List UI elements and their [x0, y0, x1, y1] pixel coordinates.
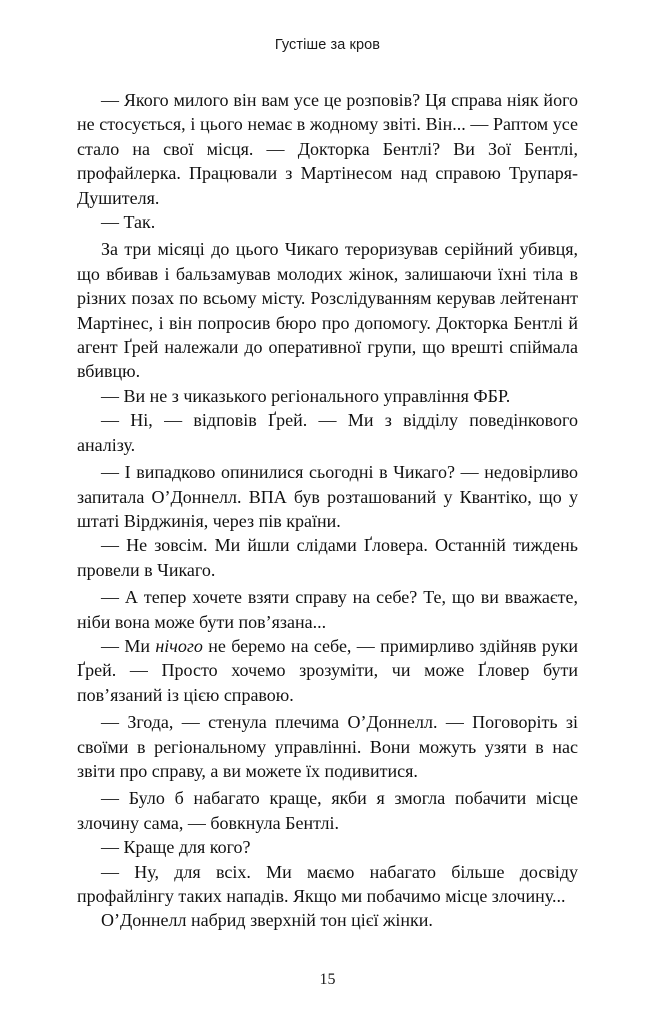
paragraph: За три місяці до цього Чикаго тероризував серійний убивця, що вбивав і бальзамував молодих жінок, залишаючи їхні тіла в різних позах по всьому місту. Розслідуванням керував лейтенант Мартінес, і він попросив бюро про допомогу. Докторка Бентлі й агент Ґрей належали до оперативної групи, що врешті спіймала вбивцю.: [77, 239, 578, 382]
paragraph: О’Доннелл набрид зверхній тон цієї жінки.: [101, 910, 433, 931]
paragraph: — Згода, — стенула плечима О’Доннелл. — Поговоріть зі своїми в регіональному управлінні. Вони можуть узяти в нас звіти про справу, а ви можете їх подивитися.: [77, 712, 578, 781]
paragraph: — Краще для кого?: [101, 837, 251, 858]
paragraph: — Так.: [101, 212, 156, 233]
paragraph: — І випадково опинилися сьогодні в Чикаго? — недовірливо запитала О’Доннелл. ВПА був розташований у Квантіко, що у штаті Вірджинія, через пів країни.: [77, 462, 578, 531]
paragraph: — Ні, — відповів Ґрей. — Ми з відділу поведінкового аналізу.: [77, 410, 578, 455]
paragraph: — А тепер хочете взяти справу на себе? Те, що ви вважаєте, ніби вона може бути пов’язана...: [77, 587, 578, 632]
emphasized-word: нічого: [155, 635, 203, 656]
paragraph: [77, 634, 578, 707]
page-number: 15: [319, 971, 336, 988]
paragraph-text: не беремо на себе, — примирливо здійняв руки Ґрей. — Просто хочемо зрозуміти, чи може Ґловер бути пов’язаний із цією справою.: [77, 635, 578, 705]
paragraph: — Якого милого він вам усе це розповів? Ця справа ніяк його не стосується, і цього немає в жодному звіті. Він... — Раптом усе стало на свої місця. — Докторка Бентлі? Ви Зої Бентлі, профайлерка. Працювали з Мартінесом над справою Трупаря-Душителя.: [77, 90, 578, 208]
paragraph: — Не зовсім. Ми йшли слідами Ґловера. Останній тиждень провели в Чикаго.: [77, 535, 578, 580]
running-head: Густіше за кров: [274, 37, 381, 53]
body-text: [77, 88, 578, 933]
paragraph: — Ви не з чиказького регіонального управління ФБР.: [101, 385, 511, 406]
paragraph: — Ну, для всіх. Ми маємо набагато більше досвіду профайлінгу таких нападів. Якщо ми побачимо місце злочину...: [77, 861, 578, 906]
paragraph: — Було б набагато краще, якби я змогла побачити місце злочину сама, — бовкнула Бентлі.: [77, 788, 578, 833]
paragraph-text: — Ми: [101, 635, 156, 656]
